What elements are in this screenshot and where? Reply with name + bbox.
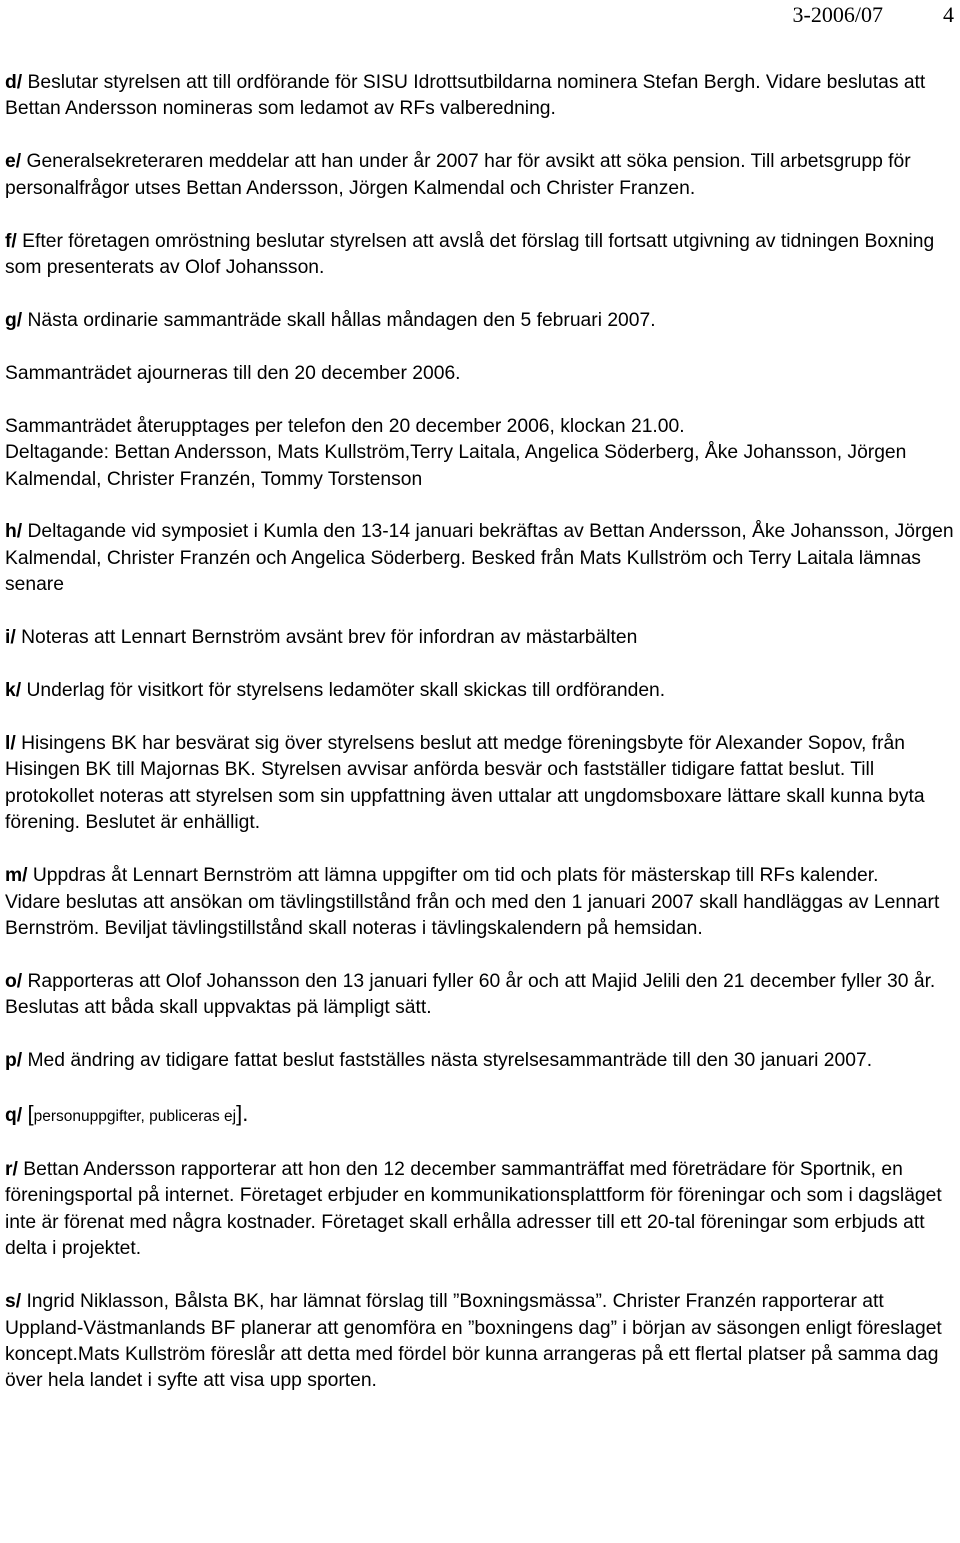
item-text: Med ändring av tidigare fattat beslut fastställes nästa styrelsesammanträde till den 30 januari 2007. (27, 1050, 873, 1072)
item-label: p/ (5, 1050, 23, 1072)
item-i (5, 625, 957, 651)
item-m-continued: Vidare beslutas att ansökan om tävlingstillstånd från och med den 1 januari 2007 skall handläggas av Lennart Bernström. Beviljat tävlingstillstånd skall noteras i tävlingskalendern på hemsidan. (5, 891, 940, 939)
item-m (5, 863, 957, 889)
item-l (5, 731, 957, 837)
item-r (5, 1157, 957, 1263)
document-number: 3-2006/07 (792, 2, 883, 27)
item-label: k/ (5, 680, 22, 702)
item-label: s/ (5, 1291, 22, 1313)
item-h (5, 519, 957, 598)
page-header (793, 2, 954, 28)
item-label: f/ (5, 230, 17, 252)
item-label: q/ (5, 1105, 23, 1127)
item-text: Efter företagen omröstning beslutar styrelsen att avslå det förslag till fortsatt utgivning av tidningen Boxning som presenterats av Olof Johansson. (5, 230, 935, 279)
minutes-body (5, 70, 957, 1395)
item-text: Ingrid Niklasson, Bålsta BK, har lämnat förslag till ”Boxningsmässa”. Christer Franzén rapporterar att Uppland-Västmanlands BF planerar att genomföra en ”boxningens dag” i början av säsongen enligt föreslaget koncept.Mats Kullström föreslår att detta med fördel bör kunna arrangeras på ett flertal platser på samma dag över hela landet i syfte att visa upp sporten. (5, 1291, 942, 1392)
item-label: l/ (5, 733, 16, 754)
item-e (5, 149, 957, 202)
item-label: r/ (5, 1158, 18, 1180)
item-label: m/ (5, 865, 28, 887)
item-label: h/ (5, 521, 23, 543)
item-text: Nästa ordinarie sammanträde skall hållas måndagen den 5 februari 2007. (27, 309, 656, 331)
item-k (5, 678, 957, 704)
item-s (5, 1289, 957, 1395)
item-text: Uppdras åt Lennart Bernström att lämna uppgifter om tid och plats för mästerskap till RFs kalender. (32, 865, 879, 887)
item-text: Hisingens BK har besvärat sig över styrelsens beslut att medge föreningsbyte för Alexander Sopov, från Hisingen BK till Majornas BK. Styrelsen avvisar anförda besvär och fastställer tidigare fattat beslut. Till protokollet noteras att styrelsen som sin uppfattning även uttalar att ungdomsboxare lättare skall kunna byta förening. Beslutet är enhälligt. (5, 733, 925, 834)
item-label: i/ (5, 627, 16, 649)
page-number: 4 (943, 2, 954, 27)
participants-list: Deltagande: Bettan Andersson, Mats Kullström,Terry Laitala, Angelica Söderberg, Åke Johansson, Jörgen Kalmendal, Christer Franzén, Tommy Torstenson (5, 442, 907, 490)
item-d (5, 70, 957, 123)
item-text: Noteras att Lennart Bernström avsänt brev för infordran av mästarbälten (21, 627, 638, 649)
item-text: Deltagande vid symposiet i Kumla den 13-14 januari bekräftas av Bettan Andersson, Åke Johansson, Jörgen Kalmendal, Christer Franzén och Angelica Söderberg. Besked från Mats Kullström och Terry Laitala lämnas senare (5, 521, 954, 596)
item-text: Beslutar styrelsen att till ordförande för SISU Idrottsutbildarna nominera Stefan Bergh. Vidare beslutas att Bettan Andersson nomineras som ledamot av RFs valberedning. (5, 72, 926, 120)
adjourned-note: Sammanträdet ajourneras till den 20 december 2006. (5, 362, 461, 384)
item-text: Rapporteras att Olof Johansson den 13 januari fyller 60 år och att Majid Jelili den 21 december fyller 30 år. Beslutas att båda skall uppvaktas pä lämpligt sätt. (5, 970, 936, 1019)
item-o (5, 969, 957, 1022)
bracket-open: [ (27, 1101, 34, 1127)
item-p (5, 1048, 957, 1074)
item-label: e/ (5, 151, 22, 173)
item-label: d/ (5, 72, 23, 93)
redaction-note: personuppgifter, publiceras ej (33, 1108, 237, 1126)
item-g (5, 308, 957, 334)
item-label: o/ (5, 970, 23, 992)
bracket-close: ]. (236, 1101, 249, 1127)
item-text: Bettan Andersson rapporterar att hon den 12 december sammanträffat med företrädare för Sportnik, en föreningsportal på internet. Företaget erbjuder en kommunikationsplattform för föreningar och som i dagsläget inte är förenat med några kostnader. Företaget skall erhålla adresser till ett 20-tal föreningar som erbjuds att delta i projektet. (5, 1158, 942, 1260)
item-label: g/ (5, 309, 23, 331)
item-text: Generalsekreteraren meddelar att han under år 2007 har för avsikt att söka pension. Till arbetsgrupp för personalfrågor utses Bettan Andersson, Jörgen Kalmendal och Christer Franzen. (5, 151, 911, 199)
item-text: Underlag för visitkort för styrelsens ledamöter skall skickas till ordföranden. (26, 680, 666, 702)
resumed-note: Sammanträdet återupptages per telefon den 20 december 2006, klockan 21.00. (5, 415, 685, 437)
item-f (5, 229, 957, 282)
item-q (5, 1101, 957, 1130)
